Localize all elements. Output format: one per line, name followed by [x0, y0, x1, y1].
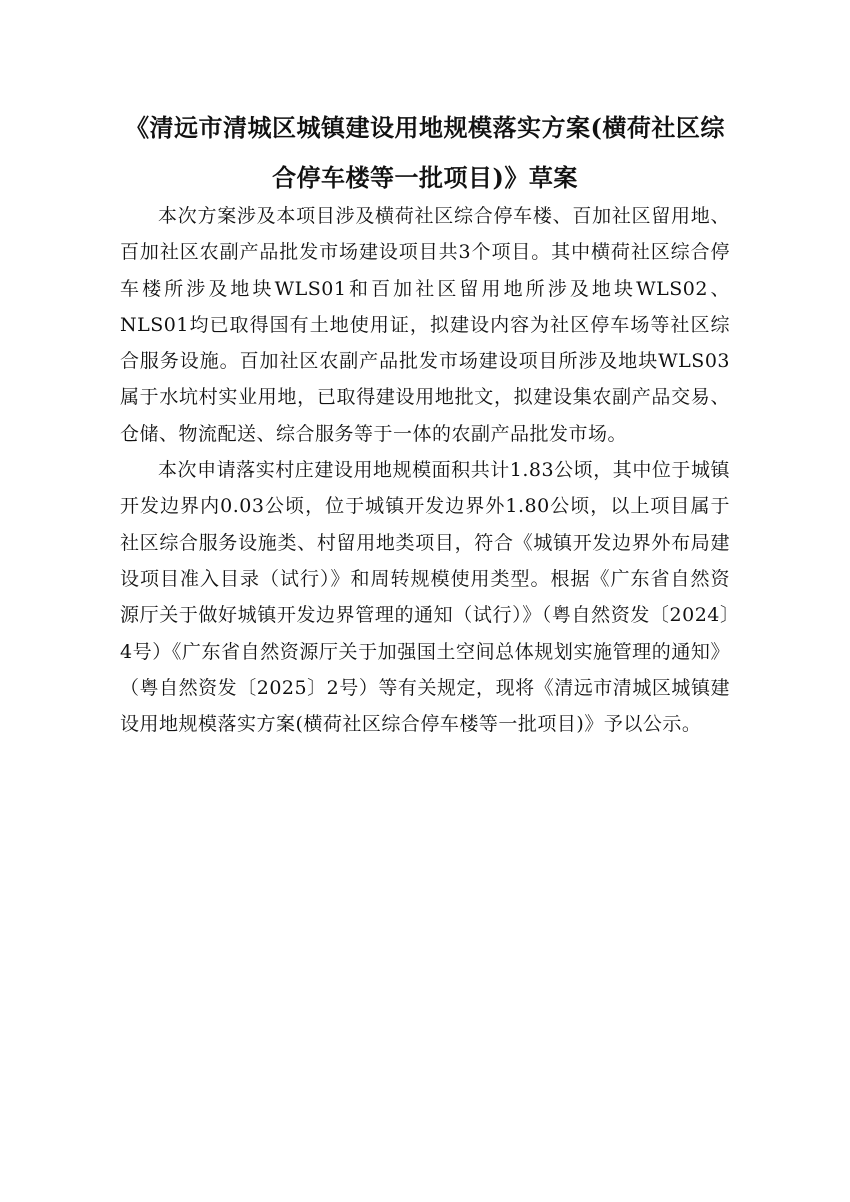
document-body: [120, 198, 730, 742]
document-title: 《清远市清城区城镇建设用地规模落实方案(横荷社区综合停车楼等一批项目)》草案: [125, 113, 725, 192]
paragraph-project-overview: 本次方案涉及本项目涉及横荷社区综合停车楼、百加社区留用地、百加社区农副产品批发市场建设项目共3个项目。其中横荷社区综合停车楼所涉及地块WLS01和百加社区留用地所涉及地块WLS02、NLS01均已取得国有土地使用证，拟建设内容为社区停车场等社区综合服务设施。百加社区农副产品批发市场建设项目所涉及地块WLS03属于水坑村实业用地，已取得建设用地批文，拟建设集农副产品交易、仓储、物流配送、综合服务等于一体的农副产品批发市场。: [120, 205, 730, 445]
paragraph-land-use-notice: 本次申请落实村庄建设用地规模面积共计1.83公顷，其中位于城镇开发边界内0.03公顷，位于城镇开发边界外1.80公顷，以上项目属于社区综合服务设施类、村留用地类项目，符合《城镇开发边界外布局建设项目准入目录（试行）》和周转规模使用类型。根据《广东省自然资源厅关于做好城镇开发边界管理的通知（试行）》（粤自然资发〔2024〕4号）《广东省自然资源厅关于加强国土空间总体规划实施管理的通知》（粤自然资发〔2025〕2号）等有关规定，现将《清远市清城区城镇建设用地规模落实方案(横荷社区综合停车楼等一批项目)》予以公示。: [120, 459, 730, 736]
